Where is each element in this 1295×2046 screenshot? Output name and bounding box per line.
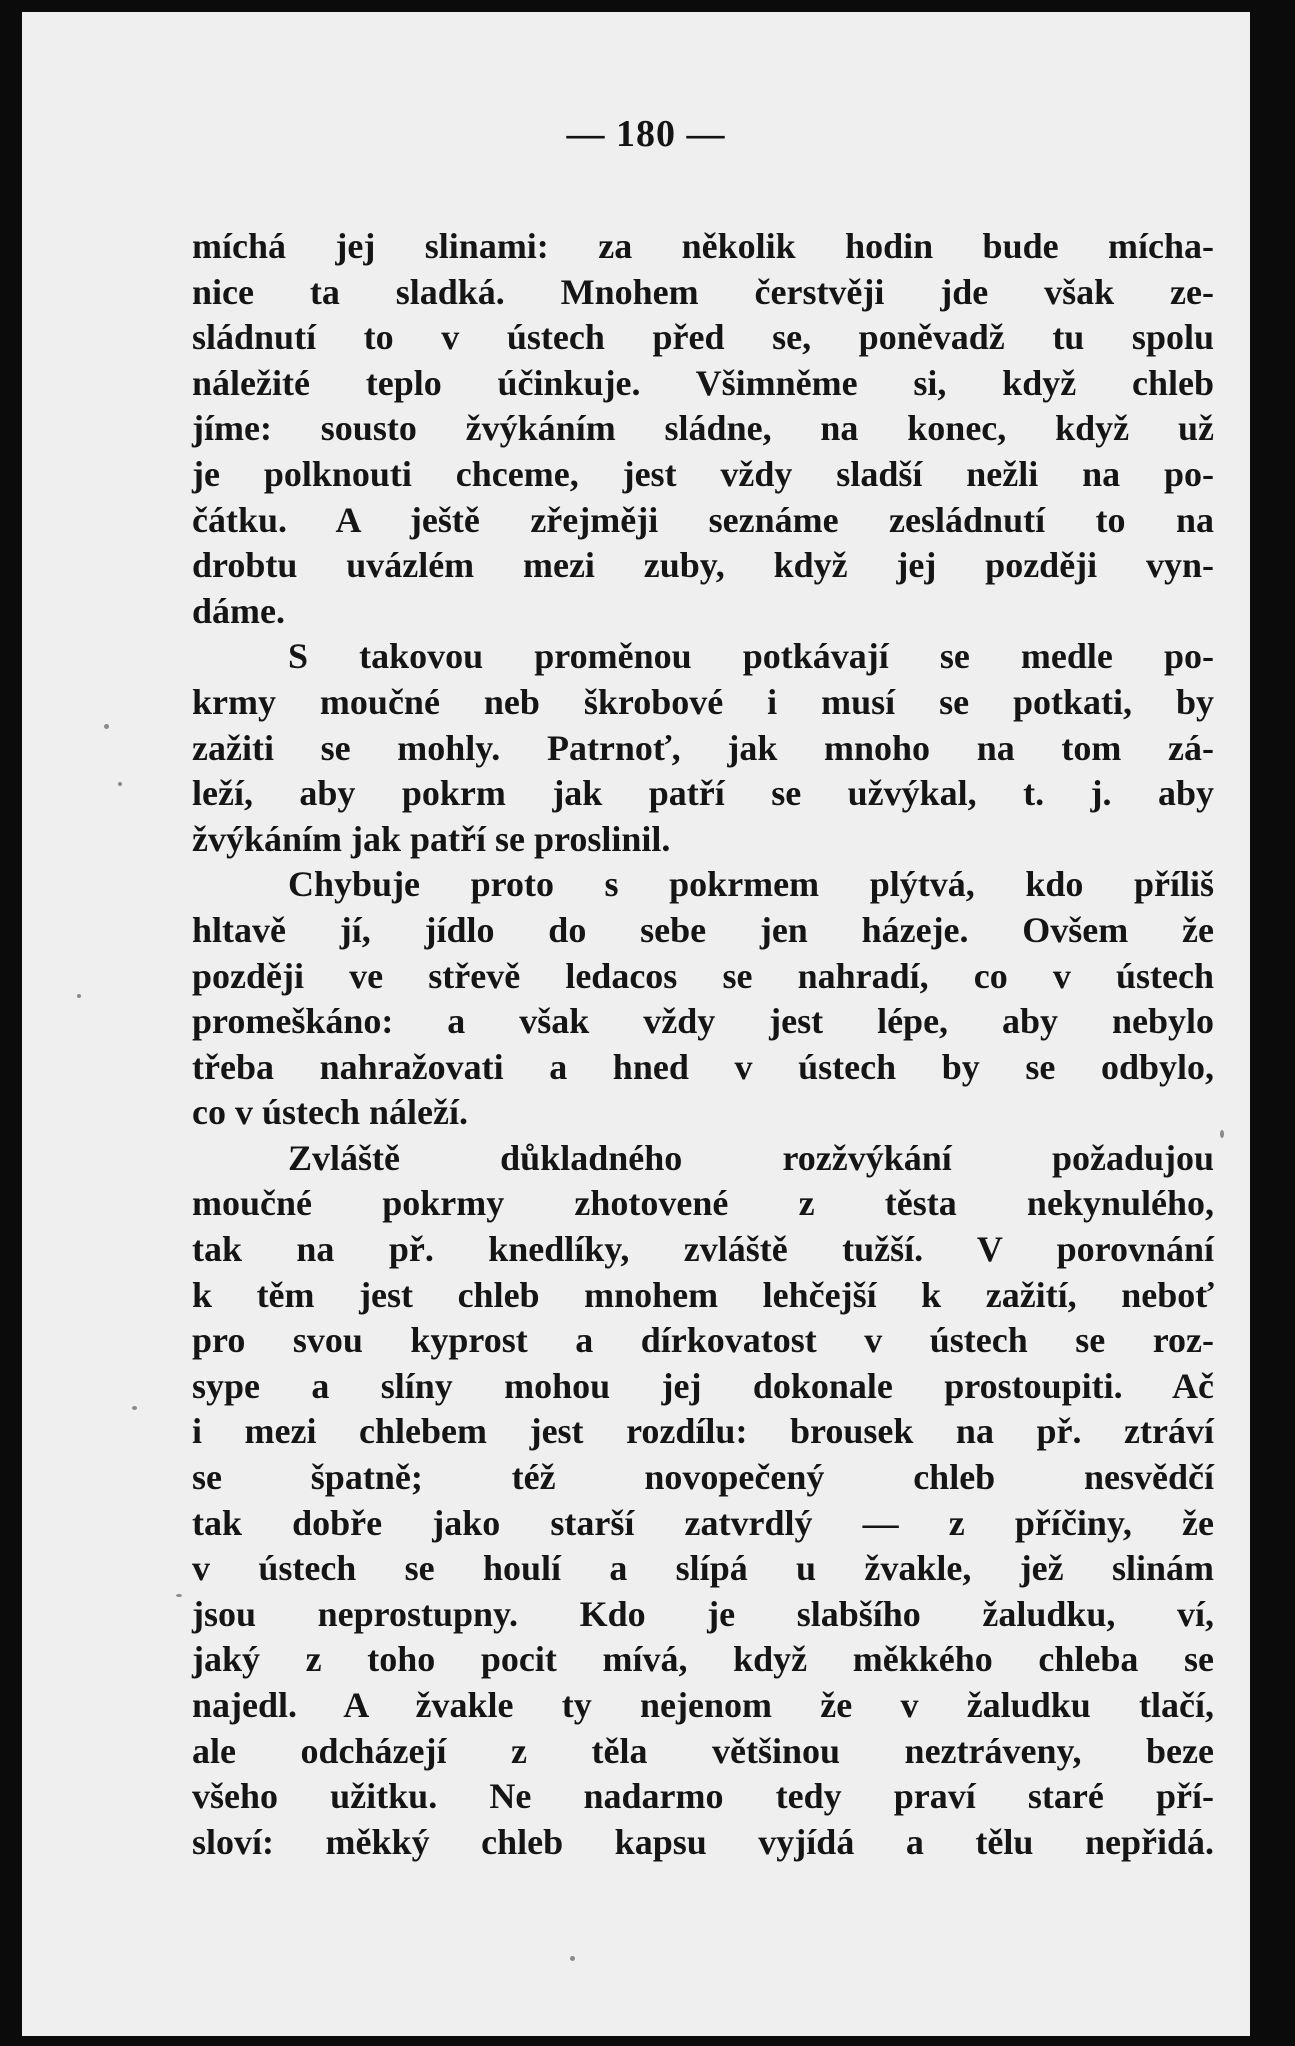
text-line: Chybuje proto s pokrmem plýtvá, kdo příliš [288,864,1214,905]
body-text [192,224,1214,1865]
text-line: všeho užitku. Ne nadarmo tedy praví staré pří- [192,1776,1214,1817]
text-line: leží, aby pokrm jak patří se užvýkal, t. j. aby [192,773,1214,814]
text-line: žvýkáním jak patří se proslinil. [192,818,671,859]
paper-speck [77,994,81,998]
text-line: později ve střevě ledacos se nahradí, co v ústech [192,955,1214,996]
text-line: jsou neprostupny. Kdo je slabšího žaludku, ví, [192,1593,1214,1634]
text-line: nice ta sladká. Mnohem čerstvěji jde však ze- [192,271,1214,312]
text-line: zažiti se mohly. Patrnoť, jak mnoho na tom zá- [192,727,1214,768]
paper-speck [1220,1130,1224,1138]
text-line: S takovou proměnou potkávají se medle po- [288,636,1214,677]
text-line: tak na př. knedlíky, zvláště tužší. V porovnání [192,1229,1214,1270]
paper-speck [104,724,109,729]
text-line: Zvláště důkladného rozžvýkání požadujou [288,1137,1214,1178]
text-line: pro svou kyprost a dírkovatost v ústech se roz- [192,1320,1214,1361]
paper-speck [570,1956,575,1961]
text-line: sloví: měkký chleb kapsu vyjídá a tělu nepřidá. [192,1821,1214,1862]
text-line: hltavě jí, jídlo do sebe jen házeje. Ovšem že [192,909,1214,950]
text-line: třeba nahražovati a hned v ústech by se odbylo, [192,1046,1214,1087]
text-line: k těm jest chleb mnohem lehčejší k zažití, neboť [192,1274,1214,1315]
text-line: najedl. A žvakle ty nejenom že v žaludku tlačí, [192,1685,1214,1725]
text-line: se špatně; též novopečený chleb nesvědčí [192,1457,1214,1498]
page-number: — 180 — [566,113,726,155]
text-line: sype a slíny mohou jej dokonale prostoupiti. Ač [192,1365,1214,1406]
text-line: moučné pokrmy zhotovené z těsta nekynulého, [192,1183,1214,1224]
text-line: ale odcházejí z těla většinou neztráveny, beze [192,1730,1214,1771]
text-line: míchá jej slinami: za několik hodin bude mícha- [192,226,1214,266]
text-line: čátku. A ještě zřejměji seznáme zesládnutí to na [192,499,1214,540]
text-line: krmy moučné neb škrobové i musí se potkati, by [192,681,1214,722]
text-line: jíme: sousto žvýkáním sládne, na konec, když už [192,408,1214,449]
paper-speck [132,1406,137,1410]
text-line: tak dobře jako starší zatvrdlý — z příčiny, že [192,1502,1214,1543]
text-line: drobtu uvázlém mezi zuby, když jej později vyn- [192,545,1214,586]
paper-speck [118,782,122,786]
paper-speck [176,1594,182,1597]
text-line: sládnutí to v ústech před se, poněvadž tu spolu [192,317,1214,358]
book-page [22,12,1270,2036]
scan-border [1250,0,1295,2046]
text-line: v ústech se houlí a slípá u žvakle, jež slinám [192,1548,1214,1589]
text-line: náležité teplo účinkuje. Všimněme si, když chleb [192,362,1214,403]
text-line: je polknouti chceme, jest vždy sladší nežli na po- [192,453,1214,494]
text-line: co v ústech náleží. [192,1092,468,1133]
text-line: jaký z toho pocit mívá, když měkkého chleba se [192,1639,1214,1680]
text-line: promeškáno: a však vždy jest lépe, aby nebylo [192,1001,1214,1042]
text-line: i mezi chlebem jest rozdílu: brousek na př. ztráví [192,1411,1214,1452]
text-line: dáme. [192,590,285,631]
